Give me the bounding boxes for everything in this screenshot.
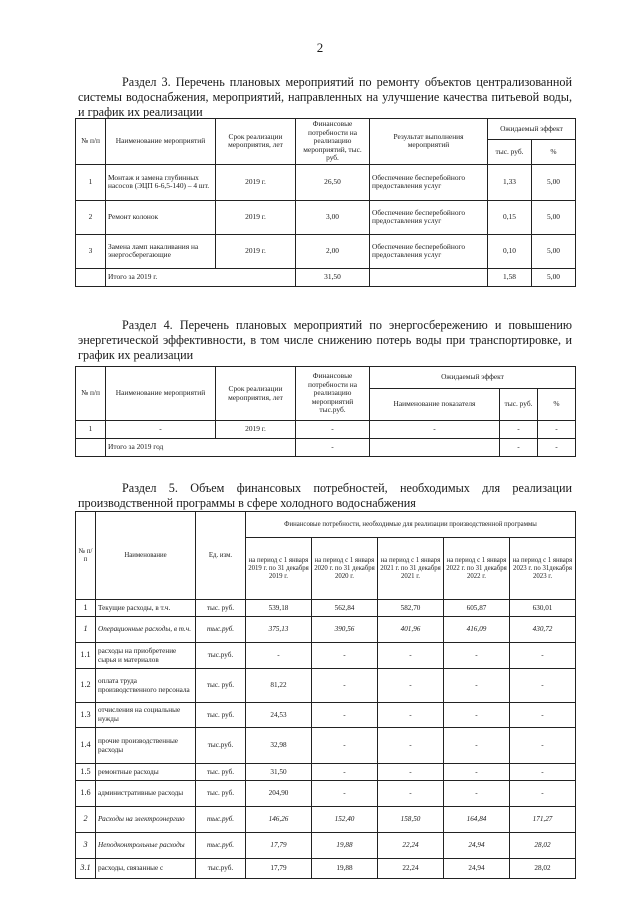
cell-value: 539,18: [246, 600, 312, 617]
cell-name: расходы на приобретение сырья и материалов: [96, 643, 196, 669]
cell-pct: -: [538, 421, 576, 439]
section5-table: [75, 511, 576, 879]
table-row: [76, 200, 576, 234]
cell-term: 2019 г.: [216, 200, 296, 234]
cell-unit: тыс.руб.: [196, 859, 246, 879]
cell-value: 24,94: [444, 833, 510, 859]
s5-head-period: на период с 1 января 2022 г. по 31 декабря 2022 г.: [444, 538, 510, 600]
cell-num: 1.5: [76, 764, 96, 781]
section4-heading: Раздел 4. Перечень плановых мероприятий по энергосбережению и повышению энергетической эффективности, в том числе снижению потерь воды при транспортировке, и график их реализации: [78, 318, 572, 362]
cell-value: 164,84: [444, 807, 510, 833]
cell-value: -: [510, 643, 576, 669]
cell-unit: тыс.руб.: [196, 617, 246, 643]
cell-value: 204,90: [246, 781, 312, 807]
cell-unit: тыс.руб.: [196, 833, 246, 859]
s3-head-result: Результат выполнения мероприятий: [370, 119, 488, 165]
s5-head-period: на период с 1 января 2021 г. по 31 декабря 2021 г.: [378, 538, 444, 600]
total-pct: -: [538, 439, 576, 457]
cell-value: -: [444, 643, 510, 669]
cell-num: 3: [76, 234, 106, 268]
s5-head-fin: Финансовые потребности, необходимые для реализации производственной программы: [246, 512, 576, 538]
cell-num: 1: [76, 421, 106, 439]
cell-pct: 5,00: [532, 164, 576, 200]
cell-num: 3: [76, 833, 96, 859]
cell-num: 1: [76, 617, 96, 643]
table-row: [76, 703, 576, 728]
cell-value: -: [444, 764, 510, 781]
s4-head-rub: тыс. руб.: [500, 389, 538, 421]
cell-indicator: -: [370, 421, 500, 439]
cell-value: 17,79: [246, 833, 312, 859]
table-row: [76, 669, 576, 703]
cell-unit: тыс. руб.: [196, 703, 246, 728]
s4-head-name: Наименование мероприятий: [106, 367, 216, 421]
cell-value: 17,79: [246, 859, 312, 879]
s5-head-name: Наименование: [96, 512, 196, 600]
cell-value: 19,88: [312, 859, 378, 879]
cell-num: 1: [76, 164, 106, 200]
total-row: [76, 268, 576, 286]
s3-head-effect: Ожидаемый эффект: [488, 119, 576, 140]
cell-name: Текущие расходы, в т.ч.: [96, 600, 196, 617]
cell-value: -: [312, 764, 378, 781]
s4-head-pct: %: [538, 389, 576, 421]
cell-fin: 3,00: [296, 200, 370, 234]
cell-result: Обеспечение бесперебойного предоставления услуг: [370, 164, 488, 200]
table-row: [76, 807, 576, 833]
page-number: 2: [316, 40, 324, 55]
s4-head-indicator: Наименование показателя: [370, 389, 500, 421]
cell-rub: 0,10: [488, 234, 532, 268]
cell-fin: 2,00: [296, 234, 370, 268]
cell-num: 2: [76, 200, 106, 234]
cell-value: -: [378, 728, 444, 764]
s5-head-period: на период с 1 января 2019 г. по 31 декабря 2019 г.: [246, 538, 312, 600]
cell-value: -: [378, 669, 444, 703]
cell-num: 1.6: [76, 781, 96, 807]
cell-value: 158,50: [378, 807, 444, 833]
cell-value: 562,84: [312, 600, 378, 617]
cell-num: 1: [76, 600, 96, 617]
table-row: [76, 833, 576, 859]
cell-value: -: [378, 764, 444, 781]
cell-unit: тыс. руб.: [196, 781, 246, 807]
total-fin: -: [296, 439, 370, 457]
cell-name: Операционные расходы, в т.ч.: [96, 617, 196, 643]
cell-num: 2: [76, 807, 96, 833]
table-row: [76, 164, 576, 200]
cell-value: 24,94: [444, 859, 510, 879]
cell-value: -: [510, 781, 576, 807]
cell-value: -: [312, 728, 378, 764]
cell-rub: 1,33: [488, 164, 532, 200]
cell-term: 2019 г.: [216, 421, 296, 439]
s3-head-pct: %: [532, 139, 576, 164]
cell-unit: тыс. руб.: [196, 764, 246, 781]
cell-unit: тыс.руб.: [196, 643, 246, 669]
total-fin: 31,50: [296, 268, 370, 286]
cell-value: -: [444, 728, 510, 764]
cell-value: 582,70: [378, 600, 444, 617]
cell-value: 24,53: [246, 703, 312, 728]
cell-value: -: [510, 764, 576, 781]
table-row: [76, 781, 576, 807]
cell-fin: -: [296, 421, 370, 439]
cell-value: 22,24: [378, 859, 444, 879]
table-row: [76, 728, 576, 764]
table-row: [76, 643, 576, 669]
table-row: [76, 234, 576, 268]
cell-name: оплата труда производственного персонала: [96, 669, 196, 703]
cell-value: -: [312, 781, 378, 807]
total-row: [76, 439, 576, 457]
cell-name: Ремонт колонок: [106, 200, 216, 234]
cell-num: 1.1: [76, 643, 96, 669]
cell-unit: тыс. руб.: [196, 669, 246, 703]
cell-name: ремонтные расходы: [96, 764, 196, 781]
cell-value: 31,50: [246, 764, 312, 781]
cell-value: -: [444, 669, 510, 703]
cell-value: -: [312, 643, 378, 669]
table-row: [76, 617, 576, 643]
cell-value: -: [378, 703, 444, 728]
cell-value: 152,40: [312, 807, 378, 833]
cell-value: 19,88: [312, 833, 378, 859]
cell-value: -: [312, 703, 378, 728]
s4-head-effect: Ожидаемый эффект: [370, 367, 576, 389]
cell-value: 401,96: [378, 617, 444, 643]
section3-table: [75, 118, 576, 287]
section3-heading: Раздел 3. Перечень плановых мероприятий по ремонту объектов централизованной системы водоснабжения, мероприятий, направленных на улучшение качества питьевой воды, и график их реализации: [78, 75, 572, 119]
cell-value: 605,87: [444, 600, 510, 617]
total-rub: 1,58: [488, 268, 532, 286]
cell-name: прочие производственные расходы: [96, 728, 196, 764]
cell-term: 2019 г.: [216, 234, 296, 268]
cell-unit: тыс. руб.: [196, 600, 246, 617]
cell-num: 1.4: [76, 728, 96, 764]
cell-name: административные расходы: [96, 781, 196, 807]
cell-term: 2019 г.: [216, 164, 296, 200]
cell-value: -: [444, 781, 510, 807]
cell-value: 171,27: [510, 807, 576, 833]
cell-pct: 5,00: [532, 200, 576, 234]
cell-pct: 5,00: [532, 234, 576, 268]
cell-unit: тыс.руб.: [196, 728, 246, 764]
table-row: [76, 421, 576, 439]
cell-name: расходы, связанные с: [96, 859, 196, 879]
cell-value: 28,02: [510, 833, 576, 859]
cell-value: 28,02: [510, 859, 576, 879]
s5-head-period: на период с 1 января 2020 г. по 31 декабря 2020 г.: [312, 538, 378, 600]
cell-value: 430,72: [510, 617, 576, 643]
cell-value: -: [510, 669, 576, 703]
cell-fin: 26,50: [296, 164, 370, 200]
cell-value: -: [510, 703, 576, 728]
cell-name: Расходы на электроэнергию: [96, 807, 196, 833]
cell-rub: 0,15: [488, 200, 532, 234]
cell-num: 3.1: [76, 859, 96, 879]
cell-value: 390,56: [312, 617, 378, 643]
cell-value: 22,24: [378, 833, 444, 859]
section5-heading: Раздел 5. Объем финансовых потребностей, необходимых для реализации производственной программы в сфере холодного водоснабжения: [78, 481, 572, 510]
total-rub: -: [500, 439, 538, 457]
s5-head-period: на период с 1 января 2023 г. по 31декабря 2023 г.: [510, 538, 576, 600]
s4-head-term: Срок реализации мероприятия, лет: [216, 367, 296, 421]
cell-value: 32,98: [246, 728, 312, 764]
cell-value: -: [378, 781, 444, 807]
section4-table: [75, 366, 576, 457]
s5-head-num: № п/п: [76, 512, 96, 600]
table-row: [76, 859, 576, 879]
cell-value: 416,09: [444, 617, 510, 643]
s3-head-name: Наименование мероприятий: [106, 119, 216, 165]
s4-head-fin: Финансовые потребности на реализацию мероприятий тыс.руб.: [296, 367, 370, 421]
s5-head-unit: Ед. изм.: [196, 512, 246, 600]
cell-name: Неподконтрольные расходы: [96, 833, 196, 859]
cell-rub: -: [500, 421, 538, 439]
cell-unit: тыс.руб.: [196, 807, 246, 833]
cell-result: Обеспечение бесперебойного предоставления услуг: [370, 234, 488, 268]
s3-head-num: № п/п: [76, 119, 106, 165]
total-pct: 5,00: [532, 268, 576, 286]
cell-name: -: [106, 421, 216, 439]
cell-num: 1.3: [76, 703, 96, 728]
s4-head-num: № п/п: [76, 367, 106, 421]
cell-value: -: [510, 728, 576, 764]
cell-name: отчисления на социальные нужды: [96, 703, 196, 728]
cell-value: 630,01: [510, 600, 576, 617]
cell-value: 146,26: [246, 807, 312, 833]
table-row: [76, 764, 576, 781]
cell-value: -: [312, 669, 378, 703]
cell-value: -: [378, 643, 444, 669]
s3-head-fin: Финансовые потребности на реализацию мероприятий, тыс. руб.: [296, 119, 370, 165]
s3-head-term: Срок реализации мероприятия, лет: [216, 119, 296, 165]
total-label: Итого за 2019 г.: [106, 268, 296, 286]
cell-result: Обеспечение бесперебойного предоставления услуг: [370, 200, 488, 234]
cell-name: Замена ламп накаливания на энергосберегающие: [106, 234, 216, 268]
total-label: Итого за 2019 год: [106, 439, 296, 457]
s3-head-rub: тыс. руб.: [488, 139, 532, 164]
cell-value: 375,13: [246, 617, 312, 643]
cell-value: -: [444, 703, 510, 728]
cell-value: -: [246, 643, 312, 669]
cell-value: 81,22: [246, 669, 312, 703]
table-row: [76, 600, 576, 617]
cell-num: 1.2: [76, 669, 96, 703]
cell-name: Монтаж и замена глубинных насосов (ЭЦП 6-6,5-140) – 4 шт.: [106, 164, 216, 200]
